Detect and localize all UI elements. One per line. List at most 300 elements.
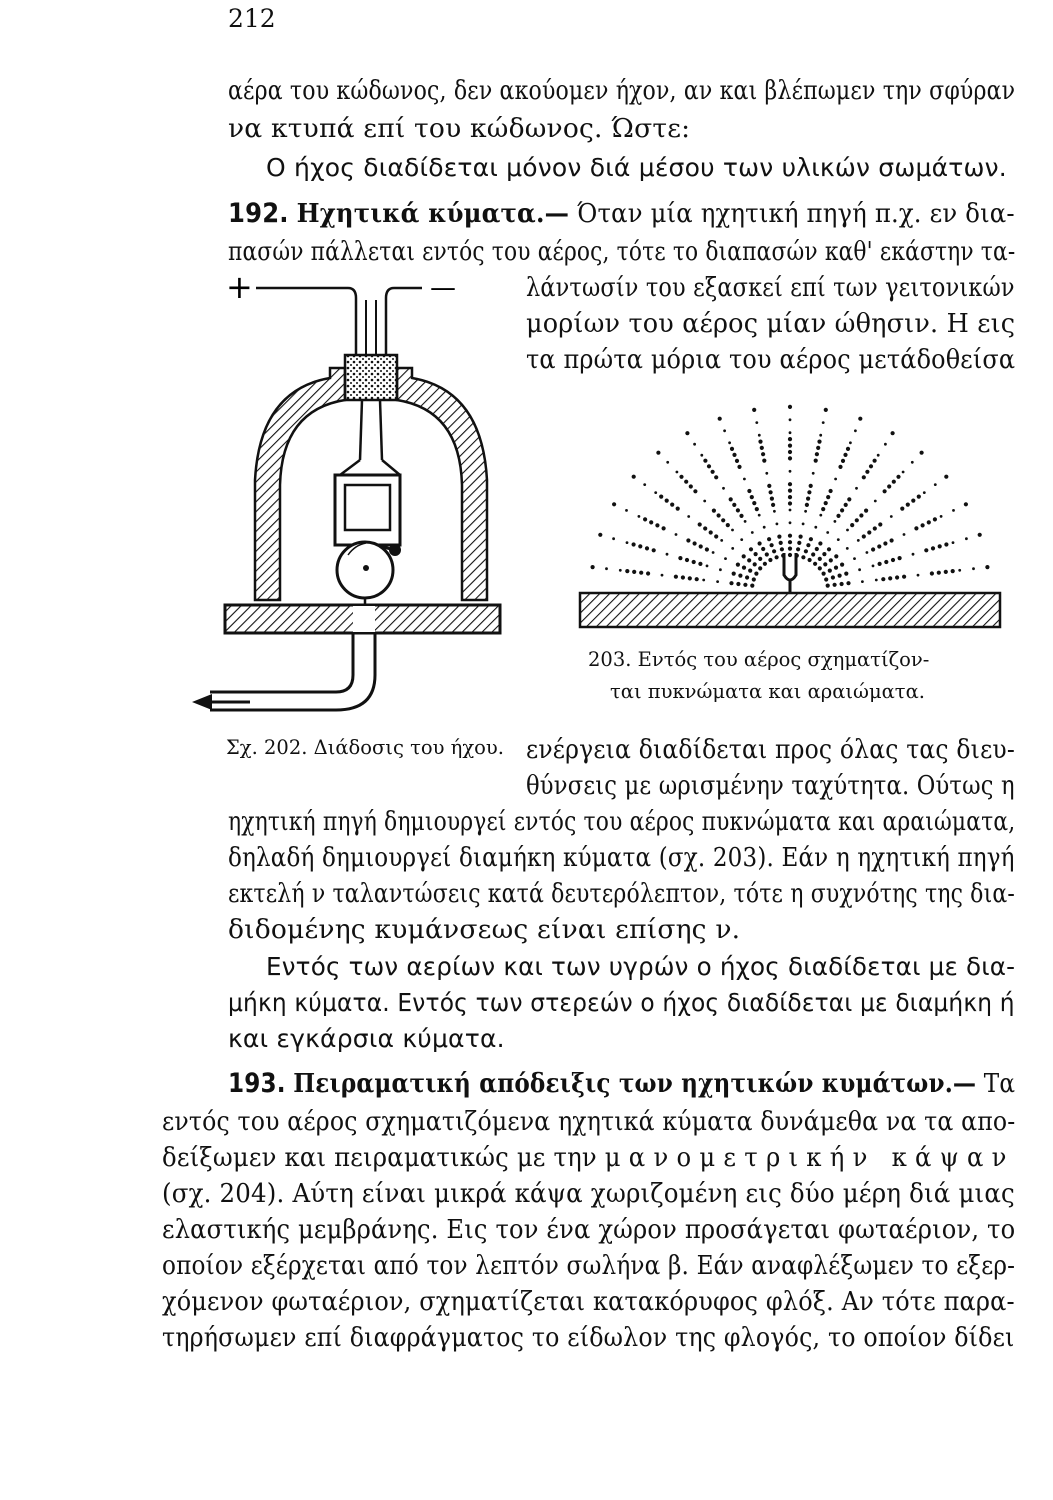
section-192-line-3: λάντωσίν του εξασκεί επί των γειτονικών [526, 272, 1015, 303]
compression-dot [689, 484, 693, 488]
compression-dot [688, 576, 692, 580]
compression-dot [930, 571, 934, 575]
compression-dot [714, 475, 718, 479]
compression-dot [652, 548, 656, 552]
compression-dot [818, 566, 822, 570]
compression-dot [626, 541, 629, 544]
compression-dot [815, 452, 819, 456]
compression-dot [788, 495, 792, 499]
compression-dot [878, 522, 882, 526]
compression-dot [806, 543, 810, 547]
section-193-line-3-spaced: μανομετρικήν κάψαν [604, 1142, 1015, 1173]
compression-dot [944, 542, 948, 546]
compression-dot [702, 579, 705, 582]
compression-dot [679, 475, 683, 479]
compression-dot [826, 531, 829, 534]
compression-dot [903, 533, 906, 536]
compression-dot [934, 483, 937, 486]
figure-203-caption-line-1: 203. Εντός του αέρος σχηματίζον- [588, 648, 930, 671]
compression-dot [755, 507, 759, 511]
compression-dot [724, 557, 727, 560]
compression-dot [750, 495, 754, 499]
compression-dot [666, 553, 669, 556]
compression-dot [822, 552, 826, 556]
wire-right [386, 288, 422, 355]
compression-dot [891, 431, 895, 435]
rule-line-1: Εντός των αερίων και των υγρών ο ήχος διαδίδεται με δια- [266, 952, 1016, 981]
compression-dot [796, 547, 800, 551]
compression-dot [770, 543, 774, 547]
compression-dot [964, 502, 968, 506]
compression-dot [729, 581, 733, 585]
compression-dot [912, 553, 915, 556]
compression-dot [826, 584, 830, 588]
compression-dot [864, 509, 868, 513]
compression-dot [754, 552, 758, 556]
compression-dot [834, 478, 837, 481]
compression-dot [751, 531, 754, 534]
compression-dot [802, 523, 805, 526]
section-193-line-3-start: δείξωμεν και πειραματικώς με την [162, 1142, 597, 1173]
arrow-head [192, 694, 212, 710]
compression-dot [703, 459, 707, 463]
compression-dot [719, 568, 722, 571]
compression-dot [826, 495, 830, 499]
compression-dot [846, 581, 850, 585]
figure-202-caption: Σχ. 202. Διάδοσις του ήχου. [226, 736, 504, 759]
compression-dot [940, 515, 943, 518]
section-192-line-10: εκτελή ν ταλαντώσεις κατά δευτερόλεπτον, τότε η συχνότης της δια- [228, 878, 1015, 909]
compression-dot [887, 484, 891, 488]
compression-dot [898, 556, 902, 560]
compression-dot [952, 509, 955, 512]
compression-dot [638, 515, 641, 518]
compression-dot [797, 541, 801, 545]
compression-dot [666, 461, 669, 464]
compression-dot [703, 500, 706, 503]
compression-dot [747, 489, 751, 493]
compression-dot [837, 538, 840, 541]
compression-dot [833, 583, 837, 587]
compression-dot [731, 547, 734, 550]
compression-dot [902, 471, 905, 474]
section-193-line-7: χόμενον φωταέριον, σχηματίζεται κατακόρυφος φλόξ. Αν τότε παρα- [162, 1286, 1015, 1317]
compression-dot [931, 546, 935, 550]
compression-dot [699, 544, 703, 548]
compression-dot [965, 537, 968, 540]
compression-dot [681, 575, 685, 579]
compression-dot [687, 515, 690, 518]
compression-dot [788, 450, 792, 454]
compression-dot [937, 571, 941, 575]
compression-dot [643, 483, 646, 486]
compression-dot [693, 489, 697, 493]
compression-dot [801, 555, 805, 559]
compression-dot [843, 453, 847, 457]
compression-dot [760, 446, 764, 450]
compression-dot [841, 459, 845, 463]
compression-dot [632, 475, 636, 479]
compression-dot [591, 565, 595, 569]
compression-dot [686, 538, 690, 542]
figure-202-bell-jar [190, 270, 520, 730]
compression-dot [822, 572, 826, 576]
compression-dot [812, 472, 815, 475]
compression-dot [923, 491, 926, 494]
compression-dot [693, 541, 697, 545]
compression-dot [823, 562, 827, 566]
compression-dot [758, 514, 761, 517]
compression-dot [723, 429, 726, 432]
compression-dot [743, 478, 746, 481]
compression-dot [612, 537, 615, 540]
section-193-line-5: ελαστικής μεμβράνης. Εις τον ένα χώρον προσάγεται φωταέριον, το [162, 1214, 1016, 1245]
rule-line-2: μήκη κύματα. Εντός των στερεών ο ήχος διαδίδεται με διαμήκη ή [228, 988, 1015, 1017]
compression-dot [612, 502, 616, 506]
compression-dot [765, 552, 769, 556]
section-193-title: Πειραματική απόδειξις των ηχητικών κυμάτων.— [293, 1068, 977, 1099]
compression-dot [836, 514, 840, 518]
compression-dot [788, 501, 792, 505]
compression-dot [972, 567, 975, 570]
compression-dot [753, 562, 757, 566]
compression-dot [767, 537, 771, 541]
compression-dot [706, 565, 709, 568]
compression-dot [698, 522, 702, 526]
compression-dot [902, 575, 906, 579]
compression-dot [789, 470, 792, 473]
section-192-line-8: ηχητική πηγή δημιουργεί εντός του αέρος πυκνώματα και αραιώματα, [228, 806, 1016, 837]
section-192-title: Ηχητικά κύματα.— [296, 198, 570, 229]
compression-dot [625, 569, 629, 573]
compression-dot [865, 470, 869, 474]
compression-dot [748, 569, 752, 573]
compression-dot [789, 418, 792, 421]
compression-dot [829, 489, 833, 493]
intro-rule: Ο ήχος διαδίδεται μόνον διά μέσου των υλικών σωμάτων. [266, 153, 1007, 182]
compression-dot [743, 583, 747, 587]
compression-dot [742, 554, 746, 558]
compression-dot [895, 575, 899, 579]
section-193-line-4: (σχ. 204). Αύτη είναι μικρά κάψα χωριζομένη εις δύο μέρη διά μιας [162, 1178, 1015, 1209]
compression-dot [799, 535, 803, 539]
section-192-line-9: δηλαδή δημιουργεί διαμήκη κύματα (σχ. 203). Εάν η ηχητική πηγή [228, 842, 1015, 873]
figure-203-compressions [570, 385, 1010, 635]
compression-dot [789, 431, 792, 434]
compression-dot [598, 533, 602, 537]
compression-dot [944, 475, 948, 479]
compression-dot [738, 574, 742, 578]
compression-dot [844, 572, 848, 576]
compression-dot [878, 562, 882, 566]
compression-dot [883, 541, 887, 545]
compression-dot [771, 503, 775, 507]
compression-dot [829, 558, 833, 562]
compression-dot [978, 533, 982, 537]
compression-dot [754, 572, 758, 576]
compression-dot [847, 497, 851, 501]
compression-dot [896, 475, 900, 479]
compression-dot [709, 530, 713, 534]
section-192-line-1-rest: Όταν μία ηχητική πηγή π.χ. εν δια- [576, 198, 1015, 229]
compression-dot [911, 499, 915, 503]
compression-dot [712, 551, 715, 554]
compression-dot [732, 503, 736, 507]
compression-dot [695, 577, 699, 581]
compression-dot [951, 569, 955, 573]
compression-dot [858, 417, 862, 421]
compression-dot [822, 421, 825, 424]
compression-dot [834, 566, 838, 570]
section-193-heading-line [228, 1068, 1015, 1099]
compression-dot [721, 518, 725, 522]
section-192-line-2: πασών πάλλεται εντός του αέρος, τότε το διαπασών καθ' εκάστην τα- [228, 236, 1016, 267]
compression-dot [840, 582, 844, 586]
compression-dot [816, 446, 820, 450]
compression-dot [705, 547, 709, 551]
compression-dot [763, 526, 766, 529]
compression-dot [883, 489, 887, 493]
compression-dot [780, 547, 784, 551]
compression-dot [726, 523, 730, 527]
compression-dot [656, 451, 660, 455]
compression-dot [763, 562, 767, 566]
compression-dot [735, 459, 739, 463]
compression-dot [777, 535, 781, 539]
compression-dot [685, 431, 689, 435]
compression-dot [821, 507, 825, 511]
compression-dot [732, 572, 736, 576]
plus-terminal-label: + [226, 268, 253, 306]
compression-dot [838, 465, 842, 469]
compression-dot [891, 558, 895, 562]
compression-dot [827, 547, 831, 551]
section-192-line-4: μορίων του αέρος μίαν ώθησιν. Η εις [526, 308, 1016, 339]
compression-dot [712, 509, 716, 513]
compression-dot [846, 529, 849, 532]
stopper [345, 355, 397, 400]
compression-dot [872, 565, 875, 568]
compression-dot [765, 472, 768, 475]
compression-rays [591, 405, 990, 588]
compression-dot [873, 526, 877, 530]
compression-dot [776, 523, 779, 526]
compression-dot [645, 546, 649, 550]
compression-dot [900, 507, 904, 511]
compression-dot [819, 514, 822, 517]
compression-dot [818, 541, 822, 545]
glass-dome [255, 368, 345, 600]
compression-dot [921, 523, 925, 527]
compression-dot [678, 556, 682, 560]
compression-dot [768, 558, 772, 562]
compression-dot [789, 509, 792, 512]
compression-dot [649, 520, 653, 524]
compression-dot [731, 529, 734, 532]
glass-dome-right [397, 368, 487, 600]
compression-dot [854, 429, 857, 432]
compression-dot [834, 554, 838, 558]
compression-dot [736, 563, 740, 567]
compression-dot [788, 405, 792, 409]
compression-dot [824, 577, 828, 581]
compression-dot [661, 574, 664, 577]
compression-dot [788, 489, 792, 493]
compression-dot [846, 447, 850, 451]
compression-dot [693, 443, 696, 446]
section-193-line-3 [162, 1142, 1015, 1173]
compression-dot [646, 571, 650, 575]
compression-dot [985, 565, 989, 569]
compression-dot [716, 580, 719, 583]
compression-dot [730, 447, 734, 451]
compression-dot [670, 503, 674, 507]
compression-dot [788, 540, 792, 544]
compression-dot [927, 520, 931, 524]
compression-dot [767, 484, 771, 488]
compression-dot [736, 582, 740, 586]
ground-surface [580, 593, 1000, 627]
compression-dot [809, 537, 813, 541]
compression-dot [740, 538, 743, 541]
compression-dot [619, 569, 622, 572]
compression-dot [804, 549, 808, 553]
compression-dot [917, 574, 920, 577]
compression-dot [788, 482, 792, 486]
compression-dot [884, 560, 888, 564]
compression-dot [933, 517, 937, 521]
wire-left [256, 288, 356, 355]
compression-dot [819, 434, 822, 437]
compression-dot [873, 459, 877, 463]
compression-dot [862, 534, 866, 538]
compression-dot [736, 508, 740, 512]
compression-dot [788, 444, 792, 448]
compression-dot [804, 510, 807, 513]
compression-dot [808, 558, 812, 562]
compression-dot [846, 547, 849, 550]
compression-dot [924, 548, 928, 552]
compression-dot [676, 471, 679, 474]
rule-line-3: και εγκάρσια κύματα. [228, 1024, 505, 1053]
compression-dot [758, 440, 762, 444]
compression-dot [877, 454, 880, 457]
compression-dot [858, 568, 861, 571]
compression-dot [758, 557, 762, 561]
compression-dot [920, 451, 924, 455]
exhaust-tube [210, 632, 353, 692]
compression-dot [758, 566, 762, 570]
compression-dot [762, 459, 766, 463]
compression-dot [818, 557, 822, 561]
intro-line-2: να κτυπά επί του κώδωνος. Ώστε: [228, 113, 691, 144]
compression-dot [869, 464, 873, 468]
section-193-number: 193. [228, 1068, 286, 1099]
minus-terminal-label: — [430, 273, 456, 303]
compression-dot [654, 491, 657, 494]
compression-dot [814, 459, 818, 463]
section-193-title-tail: Τα [983, 1068, 1016, 1099]
compression-dot [788, 456, 792, 460]
compression-dot [739, 514, 743, 518]
compression-dot [806, 497, 810, 501]
compression-dot [755, 421, 758, 424]
compression-dot [752, 408, 756, 412]
compression-dot [676, 507, 680, 511]
compression-dot [720, 539, 723, 542]
compression-dot [867, 530, 871, 534]
compression-dot [840, 563, 844, 567]
compression-dot [817, 440, 821, 444]
compression-dot [952, 541, 955, 544]
compression-dot [674, 575, 678, 579]
compression-dot [881, 577, 885, 581]
compression-dot [824, 501, 828, 505]
compression-dot [871, 547, 875, 551]
compression-dot [718, 417, 722, 421]
compression-dot [749, 547, 753, 551]
compression-dot [788, 553, 792, 557]
compression-dot [643, 517, 647, 521]
compression-dot [655, 523, 659, 527]
page-number: 212 [228, 4, 276, 33]
compression-dot [831, 575, 835, 579]
compression-dot [906, 503, 910, 507]
compression-dot [770, 497, 774, 501]
compression-dot [665, 499, 669, 503]
compression-dot [779, 541, 783, 545]
section-192-heading-line [228, 198, 1015, 229]
compression-dot [884, 443, 887, 446]
section-192-line-6: ενέργεια διαδίδεται προς όλας τας διευ- [526, 734, 1015, 765]
compression-dot [722, 487, 725, 490]
section-192-line-5: τα πρώτα μόρια του αέρος μετάδοθείσα [526, 344, 1016, 375]
compression-dot [914, 526, 918, 530]
compression-dot [849, 441, 852, 444]
compression-dot [659, 495, 663, 499]
compression-dot [875, 579, 878, 582]
compression-dot [788, 534, 792, 538]
compression-dot [714, 534, 718, 538]
compression-dot [855, 487, 858, 490]
compression-dot [938, 544, 942, 548]
figure-203-caption-line-2: ται πυκνώματα και αραιώματα. [610, 680, 925, 703]
compression-dot [888, 576, 892, 580]
compression-dot [805, 503, 809, 507]
compression-dot [840, 508, 844, 512]
compression-dot [890, 515, 893, 518]
compression-dot [750, 584, 754, 588]
compression-dot [811, 552, 815, 556]
compression-dot [874, 500, 877, 503]
compression-dot [855, 518, 859, 522]
compression-dot [684, 480, 688, 484]
compression-dot [890, 538, 894, 542]
compression-dot [675, 533, 678, 536]
compression-dot [632, 542, 636, 546]
compression-dot [789, 521, 792, 524]
compression-dot [662, 526, 666, 530]
compression-dot [834, 520, 837, 523]
compression-dot [742, 566, 746, 570]
compression-dot [828, 569, 832, 573]
compression-dot [625, 509, 628, 512]
hammer-head [389, 544, 401, 556]
compression-dot [814, 526, 817, 529]
compression-dot [862, 475, 866, 479]
compression-dot [752, 501, 756, 505]
compression-dot [866, 551, 869, 554]
